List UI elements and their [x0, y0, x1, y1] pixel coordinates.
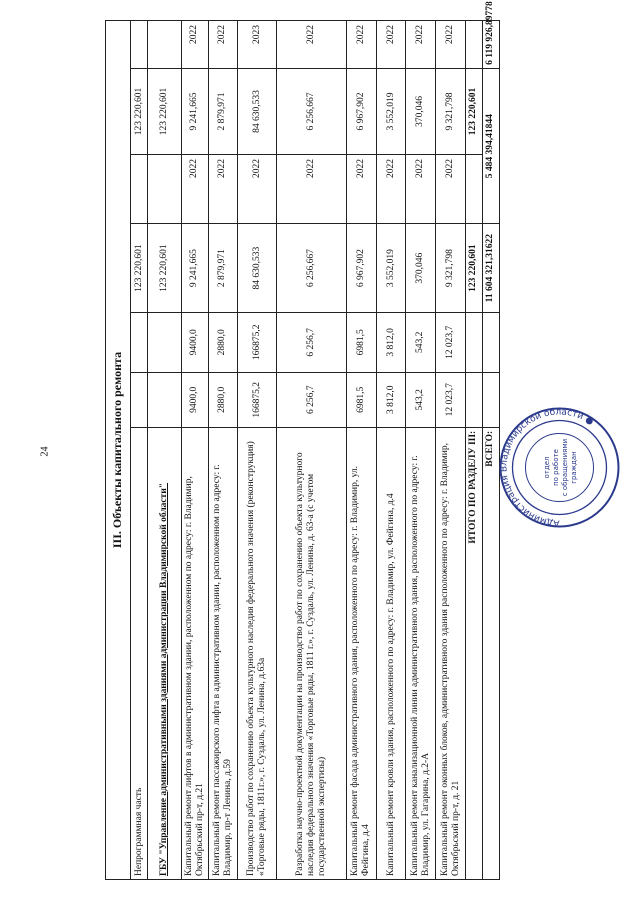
amount-2: 84 630,533 — [237, 68, 276, 154]
stamp-inner-line-4: граждан — [570, 451, 578, 484]
stamp-ring-text: Администрация Владимирской области ● — [499, 407, 596, 528]
organization-name: ГБУ "Управление административными зданиями администрации Владимирской области" — [148, 427, 181, 879]
section-title: III. Объекты капитального ремонта — [106, 21, 131, 880]
cost-value-2: 6981,5 — [346, 312, 376, 372]
amount-2: 2 879,971 — [208, 68, 237, 154]
amount-2: 3 552,019 — [377, 68, 406, 154]
object-name: Капитальный ремонт канализационной линии административного здания, расположенного по адресу: г. Владимир, ул. Гагарина, д.2-А — [406, 427, 436, 879]
section-title-row — [106, 21, 131, 880]
year-1: 2022 — [237, 155, 276, 224]
year-1: 2022 — [208, 155, 237, 224]
grand-total-a: 11 604 321,31622 — [482, 224, 499, 313]
cost-value-2: 9400,0 — [181, 312, 208, 372]
year-2: 2022 — [277, 21, 347, 69]
section-total-row — [465, 21, 482, 880]
page-number: 24 — [39, 446, 51, 457]
year-2: 2022 — [436, 21, 465, 69]
year-1: 2022 — [346, 155, 376, 224]
object-name: Капитальный ремонт фасада административного здания, расположенного по адресу: г. Владимир, ул. Фейгина, д.4 — [346, 427, 376, 879]
cost-value-1: 9400,0 — [181, 372, 208, 427]
stamp-inner-line-2: по работе — [552, 449, 560, 486]
year-2: 2023 — [237, 21, 276, 69]
cost-value-2: 3 812,0 — [377, 312, 406, 372]
amount-1: 9 241,665 — [181, 224, 208, 313]
organization-row — [148, 21, 181, 880]
grand-total-c: 6 119 926,89778 — [482, 21, 499, 69]
amount-2: 6 967,902 — [346, 68, 376, 154]
year-1: 2022 — [181, 155, 208, 224]
official-stamp — [497, 405, 622, 530]
amount-1: 9 321,798 — [436, 224, 465, 313]
amount-2: 370,046 — [406, 68, 436, 154]
amount-2: 9 321,798 — [436, 68, 465, 154]
year-1: 2022 — [277, 155, 347, 224]
category-label: Непрограммная часть — [131, 427, 148, 879]
amount-1: 84 630,533 — [237, 224, 276, 313]
grand-total-b: 5 484 394,41844 — [482, 68, 499, 224]
cost-value-2: 2880,0 — [208, 312, 237, 372]
table-row — [277, 21, 347, 880]
cost-value-1: 166875,2 — [237, 372, 276, 427]
table-row — [436, 21, 465, 880]
object-name: Производство работ по сохранению объекта культурного наследия федерального значения (реконструкция) «Торговые ряды, 1811г.», г. Суздаль, ул. Ленина, д.63а — [237, 427, 276, 879]
amount-1: 6 967,902 — [346, 224, 376, 313]
cost-value-1: 3 812,0 — [377, 372, 406, 427]
category-amount-1: 123 220,601 — [131, 224, 148, 313]
cost-value-1: 543,2 — [406, 372, 436, 427]
year-1: 2022 — [377, 155, 406, 224]
section-total-label: ИТОГО ПО РАЗДЕЛУ III: — [465, 427, 482, 879]
year-2: 2022 — [406, 21, 436, 69]
section-total-amount-2: 123 220,601 — [465, 68, 482, 154]
cost-value-1: 2880,0 — [208, 372, 237, 427]
section-total-amount-1: 123 220,601 — [465, 224, 482, 313]
cost-value-2: 543,2 — [406, 312, 436, 372]
object-name: Капитальный ремонт пассажирского лифта в административном здании, расположенном по адресу: г. Владимир, пр-т Ленина, д.59 — [208, 427, 237, 879]
category-row — [131, 21, 148, 880]
cost-value-1: 6 256,7 — [277, 372, 347, 427]
cost-value-2: 166875,2 — [237, 312, 276, 372]
cost-value-1: 6981,5 — [346, 372, 376, 427]
cost-value-2: 6 256,7 — [277, 312, 347, 372]
table-row — [181, 21, 208, 880]
object-name: Капитальный ремонт оконных блоков, административного здания расположенного по адресу: г. Владимир, Октябрьский пр-т, д. 21 — [436, 427, 465, 879]
amount-1: 6 256,667 — [277, 224, 347, 313]
amount-2: 9 241,665 — [181, 68, 208, 154]
cost-value-1: 12 023,7 — [436, 372, 465, 427]
year-2: 2022 — [208, 21, 237, 69]
grand-total-label: ВСЕГО: — [482, 427, 499, 879]
table-row — [377, 21, 406, 880]
year-1: 2022 — [436, 155, 465, 224]
table-row — [346, 21, 376, 880]
amount-1: 370,046 — [406, 224, 436, 313]
object-name: Капитальный ремонт лифтов в административном здании, расположенном по адресу: г. Владимир, Октябрьский пр-т, д.21 — [181, 427, 208, 879]
object-name: Разработка научно-проектной документации на производство работ по сохранению объекта культурного наследия федерального значения «Торговые ряды, 1811 г.», г. Суздаль, ул. Ленина, д. 63-а (с учетом государственной экспертизы) — [277, 427, 347, 879]
capital-repair-table — [105, 1, 500, 880]
table-row — [406, 21, 436, 880]
stamp-inner-line-3: с обращениями — [561, 438, 569, 497]
organization-amount-1: 123 220,601 — [148, 224, 181, 313]
object-name: Капитальный ремонт кровли здания, расположенного по адресу: г. Владимир, ул. Фейгина, д.4 — [377, 427, 406, 879]
amount-1: 2 879,971 — [208, 224, 237, 313]
cost-value-2: 12 023,7 — [436, 312, 465, 372]
stamp-inner-line-1: отдел — [543, 456, 551, 479]
table-row — [237, 21, 276, 880]
year-2: 2022 — [181, 21, 208, 69]
year-1: 2022 — [406, 155, 436, 224]
amount-1: 3 552,019 — [377, 224, 406, 313]
rotated-table-container — [105, 1, 500, 880]
amount-2: 6 256,667 — [277, 68, 347, 154]
year-2: 2022 — [377, 21, 406, 69]
table-row — [208, 21, 237, 880]
category-amount-2: 123 220,601 — [131, 68, 148, 154]
organization-amount-2: 123 220,601 — [148, 68, 181, 154]
year-2: 2022 — [346, 21, 376, 69]
